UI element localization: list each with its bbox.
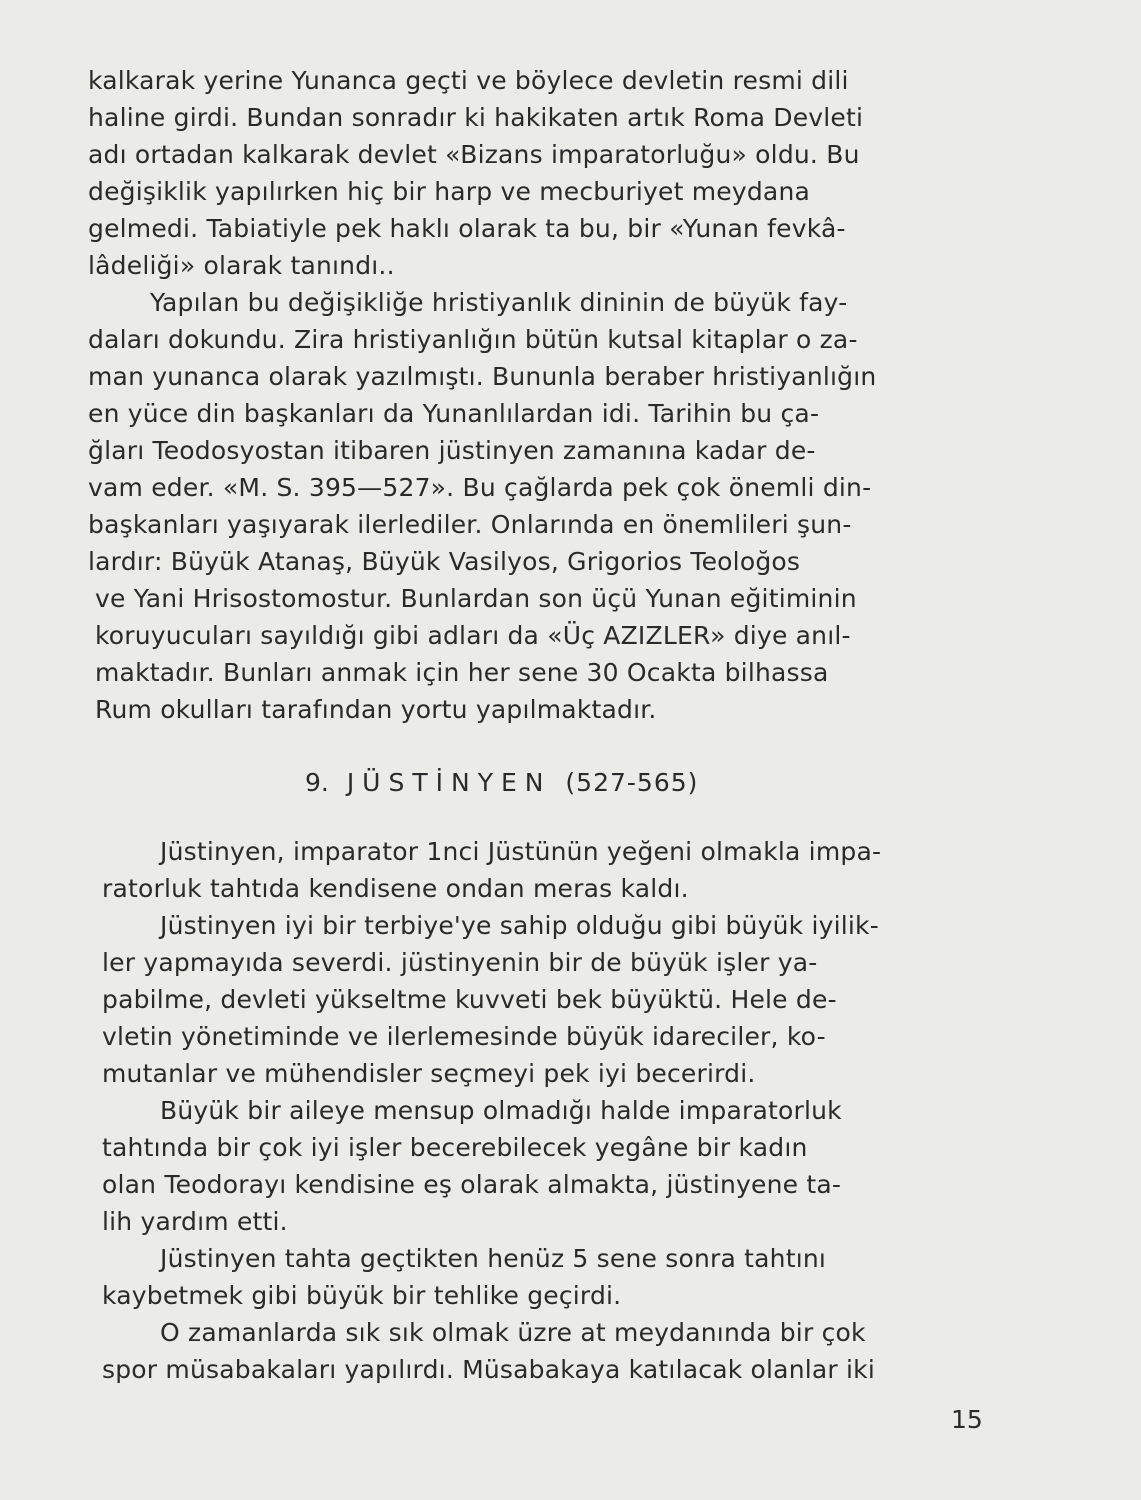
text-line: Rum okulları tarafından yortu yapılmaktadır. <box>95 695 657 724</box>
text-line: ler yapmayıda severdi. jüstinyenin bir de büyük işler ya- <box>102 948 818 977</box>
text-line: Jüstinyen iyi bir terbiye'ye sahip olduğu gibi büyük iyilik- <box>160 911 879 940</box>
section-title: JÜSTİNYEN <box>346 768 552 797</box>
text-line: değişiklik yapılırken hiç bir harp ve mecburiyet meydana <box>88 177 811 206</box>
text-line: adı ortadan kalkarak devlet «Bizans imparatorluğu» oldu. Bu <box>88 140 860 169</box>
text-line: haline girdi. Bundan sonradır ki hakikaten artık Roma Devleti <box>88 103 864 132</box>
text-line: olan Teodorayı kendisine eş olarak almakta, jüstinyene ta- <box>102 1170 842 1199</box>
text-line: daları dokundu. Zira hristiyanlığın bütün kutsal kitaplar o za- <box>88 325 858 354</box>
text-line: kalkarak yerine Yunanca geçti ve böylece devletin resmi dili <box>88 66 849 95</box>
text-line: lardır: Büyük Atanaş, Büyük Vasilyos, Grigorios Teoloğos <box>88 547 801 576</box>
text-line: man yunanca olarak yazılmıştı. Bununla beraber hristiyanlığın <box>88 362 877 391</box>
text-line: tahtında bir çok iyi işler becerebilecek yegâne bir kadın <box>102 1133 808 1162</box>
text-line: koruyucuları sayıldığı gibi adları da «Üç AZIZLER» diye anıl- <box>95 621 851 650</box>
text-line: vam eder. «M. S. 395—527». Bu çağlarda pek çok önemli din- <box>88 473 872 502</box>
text-line: Jüstinyen tahta geçtikten henüz 5 sene sonra tahtını <box>160 1244 827 1273</box>
text-line: Yapılan bu değişikliğe hristiyanlık dininin de büyük fay- <box>150 288 848 317</box>
text-line: Jüstinyen, imparator 1nci Jüstünün yeğeni olmakla impa- <box>160 837 882 866</box>
text-line: gelmedi. Tabiatiyle pek haklı olarak ta bu, bir «Yunan fevkâ- <box>88 214 846 243</box>
text-line: başkanları yaşıyarak ilerlediler. Onlarında en önemlileri şun- <box>88 510 852 539</box>
page-number: 15 <box>951 1405 983 1434</box>
text-line: lâdeliği» olarak tanındı.. <box>88 251 395 280</box>
section-number: 9. <box>305 768 329 797</box>
text-line: lih yardım etti. <box>102 1207 288 1236</box>
text-line: vletin yönetiminde ve ilerlemesinde büyük idareciler, ko- <box>102 1022 826 1051</box>
text-line: Büyük bir aileye mensup olmadığı halde imparatorluk <box>160 1096 842 1125</box>
text-line: ğları Teodosyostan itibaren jüstinyen zamanına kadar de- <box>88 436 816 465</box>
text-line: spor müsabakaları yapılırdı. Müsabakaya katılacak olanlar iki <box>102 1355 876 1384</box>
text-line: mutanlar ve mühendisler seçmeyi pek iyi becerirdi. <box>102 1059 756 1088</box>
section-years: (527-565) <box>565 768 699 797</box>
text-line: en yüce din başkanları da Yunanlılardan idi. Tarihin bu ça- <box>88 399 820 428</box>
text-line: maktadır. Bunları anmak için her sene 30 Ocakta bilhassa <box>95 658 829 687</box>
text-line: pabilme, devleti yükseltme kuvveti bek büyüktü. Hele de- <box>102 985 837 1014</box>
text-line: ratorluk tahtıda kendisene ondan meras kaldı. <box>102 874 689 903</box>
text-line: ve Yani Hrisostomostur. Bunlardan son üçü Yunan eğitiminin <box>95 584 857 613</box>
section-heading <box>305 766 698 800</box>
text-line: O zamanlarda sık sık olmak üzre at meydanında bir çok <box>160 1318 866 1347</box>
text-line: kaybetmek gibi büyük bir tehlike geçirdi. <box>102 1281 622 1310</box>
